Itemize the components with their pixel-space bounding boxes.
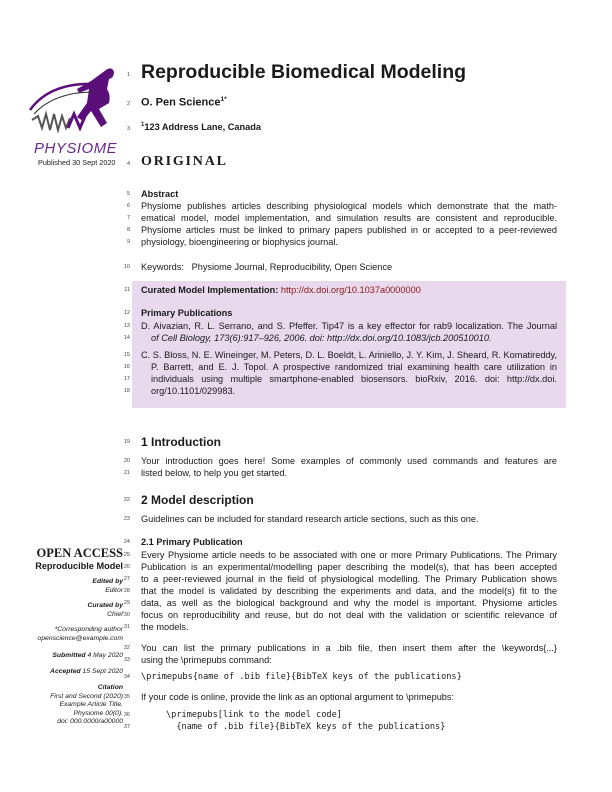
line-number: 6 <box>126 203 130 209</box>
curated-link[interactable]: http://dx.doi.org/10.1037a0000000 <box>280 285 421 295</box>
line-number: 32 <box>123 645 130 651</box>
line-number: 8 <box>126 227 130 233</box>
submitted <box>52 652 123 661</box>
primary-publication-line: Publication is an experimental/modelling paper describing the model(s), that has been accepted <box>141 562 557 572</box>
line-number: 23 <box>123 516 130 522</box>
line-number: 33 <box>123 657 130 663</box>
line-number: 29 <box>123 600 130 606</box>
code-primepubs-link-2: {name of .bib file}{BibTeX keys of the publications} <box>166 722 446 732</box>
accepted-date: 15 Sept 2020 <box>82 668 123 675</box>
line-number: 15 <box>123 352 130 358</box>
reproducible-model: Reproducible Model <box>35 561 123 571</box>
line-number: 34 <box>123 674 130 680</box>
line-number: 18 <box>123 388 130 394</box>
affiliation <box>141 122 261 132</box>
line-number: 25 <box>123 552 130 558</box>
line-number: 19 <box>123 439 130 445</box>
line-number: 2 <box>126 101 130 107</box>
line-number: 22 <box>123 497 130 503</box>
curated-label: Curated Model Implementation: <box>141 285 279 295</box>
reference-line: P. Barrett, and E. J. Topol. A prospective randomized trial examining health care utilization in <box>151 362 557 372</box>
reference-line: org/10.1101/029983. <box>151 386 236 396</box>
submitted-label: Submitted <box>52 652 86 659</box>
corresponding-author <box>38 626 124 643</box>
editor: Editor <box>105 586 123 594</box>
line-number: 28 <box>123 588 130 594</box>
reference-line: individuals using multiple smartphone-enabled biosensors. bioRxiv, 2016. doi: http://dx.doi. <box>151 374 557 384</box>
code-primepubs: \primepubs{name of .bib file}{BibTeX keys of the publications} <box>141 672 462 682</box>
runner-figure-icon <box>28 58 120 148</box>
line-number: 13 <box>123 323 130 329</box>
curated-by-label: Curated by <box>87 602 123 609</box>
model-text: Guidelines can be included for standard research article sections, such as this one. <box>141 514 479 524</box>
line-number: 14 <box>123 335 130 341</box>
author <box>141 96 227 109</box>
curated-by <box>87 602 123 619</box>
reference-line: C. S. Bloss, N. E. Wineinger, M. Peters, D. L. Boeldt, L. Ariniello, J. Y. Kim, J. Sheard, R. Komatireddy, <box>141 350 557 360</box>
primary-publication-heading: 2.1 Primary Publication <box>141 537 243 547</box>
intro-line: Your introduction goes here! Some examples of commonly used commands and features are <box>141 456 557 466</box>
citation-line: Physiome 00(0). <box>73 709 123 717</box>
email-link[interactable]: openscience@example.com <box>37 634 123 642</box>
bib-instructions-line: using the \primepubs command: <box>141 655 272 665</box>
line-number: 5 <box>126 191 130 197</box>
line-number: 27 <box>123 576 130 582</box>
citation-label: Citation <box>97 684 123 691</box>
line-number: 11 <box>124 287 130 293</box>
author-sup: 1* <box>220 96 227 103</box>
line-number: 3 <box>126 126 130 132</box>
line-number: 1 <box>126 72 130 78</box>
submitted-date: 4 May 2020 <box>87 652 123 659</box>
line-number: 24 <box>123 539 130 545</box>
code-primepubs-link-1: \primepubs[link to the model code] <box>166 710 342 720</box>
primary-publication-line: to a peer-reviewed journal in the field of physiological modelling. The Primary Publication shows <box>141 574 557 584</box>
reference-line: of Cell Biology, 173(6):917–926, 2006. doi: http://dx.doi.org/10.1083/jcb.200510010. <box>151 333 492 343</box>
line-number: 37 <box>123 724 130 730</box>
line-number: 20 <box>123 458 130 464</box>
line-number: 16 <box>123 364 130 370</box>
citation-line: First and Second (2020) <box>50 692 123 700</box>
line-number: 17 <box>123 376 130 382</box>
primary-publication-line: data, as well as the biological background and why the model is important. Physiome articles <box>141 598 557 608</box>
intro-heading: 1 Introduction <box>141 435 221 449</box>
edited-label: Edited by <box>92 578 123 585</box>
corresponding-label: *Corresponding author <box>54 626 123 633</box>
line-number: 36 <box>123 712 130 718</box>
primary-publications-heading: Primary Publications <box>141 308 233 318</box>
keywords <box>141 262 557 273</box>
abstract-line: physiology, bioengineering or biophysics journal. <box>141 237 338 247</box>
logo-text: PHYSIOME <box>34 140 118 157</box>
accepted-label: Accepted <box>50 668 81 675</box>
line-number: 26 <box>123 564 130 570</box>
line-number: 31 <box>123 624 130 630</box>
affiliation-text: 123 Address Lane, Canada <box>144 122 261 133</box>
citation-line: doi: 000.0000/a00000 <box>57 718 123 725</box>
line-number: 7 <box>126 215 130 221</box>
curated-implementation <box>141 285 557 296</box>
keywords-label: Keywords: <box>141 262 184 272</box>
keywords-value: Physiome Journal, Reproducibility, Open Science <box>191 262 393 272</box>
abstract-line: Physiome articles must be linked to primary papers published in or accepted to a peer-reviewed <box>141 225 557 235</box>
open-access: OPEN ACCESS <box>36 546 123 560</box>
optional-link-text: If your code is online, provide the link as an optional argument to \primepubs: <box>141 692 455 702</box>
abstract-line: Physiome publishes articles describing physiological models which demonstrate that the math- <box>141 201 557 211</box>
published-date: Published 30 Sept 2020 <box>38 158 116 167</box>
article-type: ORIGINAL <box>141 154 228 169</box>
primary-publication-line: the models. <box>141 622 189 632</box>
intro-line: listed below, to help you get started. <box>141 468 288 478</box>
bib-instructions-line: You can list the primary publications in a .bib file, then insert them after the \keywords{...} <box>141 643 557 653</box>
primary-publication-line: focus on reproducibility and reuse, but do not deal with the validation or scientific relevance of <box>141 610 557 620</box>
line-number: 9 <box>126 239 130 245</box>
line-number: 4 <box>126 161 130 167</box>
author-name: O. Pen Science <box>141 96 221 109</box>
physiome-logo <box>28 58 120 158</box>
page-title: Reproducible Biomedical Modeling <box>141 61 467 83</box>
abstract-heading: Abstract <box>141 189 179 199</box>
line-number: 21 <box>123 470 130 476</box>
edited-by <box>92 578 123 595</box>
citation <box>50 684 123 727</box>
primary-publication-line: that the model is validated by describing the experiments and data, and the model(s) fit to the <box>141 586 557 596</box>
curator: Chief <box>107 610 123 618</box>
line-number: 10 <box>123 264 130 270</box>
line-number: 30 <box>123 612 130 618</box>
accepted <box>50 668 123 677</box>
affiliation-sup: 1 <box>141 122 145 128</box>
abstract-line: ematical model, model implementation, and simulation results are consistent and reproducible. <box>141 213 557 223</box>
model-heading: 2 Model description <box>141 493 254 507</box>
citation-line: Example Article Title. <box>59 701 123 708</box>
primary-publication-line: Every Physiome article needs to be associated with one or more Primary Publications. The Primary <box>141 550 557 560</box>
line-number: 12 <box>123 310 130 316</box>
reference-line: D. Aivazian, R. L. Serrano, and S. Pfeffer. Tip47 is a key effector for rab9 localization. The Journal <box>141 321 557 331</box>
line-number: 35 <box>123 694 130 700</box>
